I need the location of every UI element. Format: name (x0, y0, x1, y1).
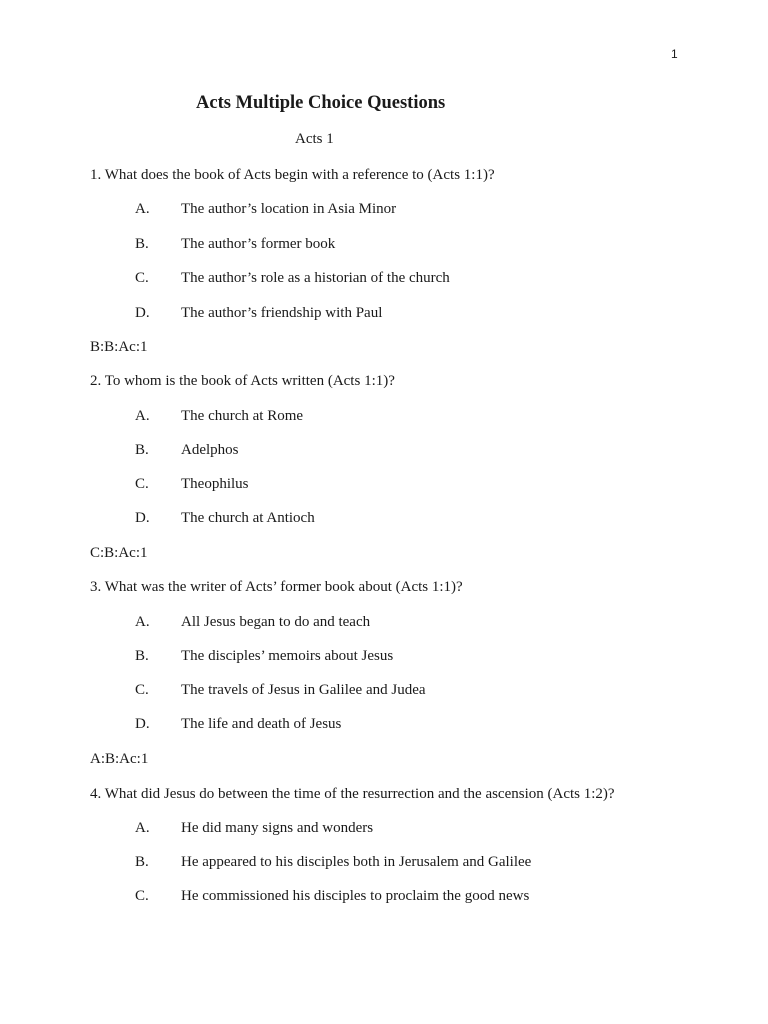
option-2c (135, 476, 249, 493)
option-2a (135, 408, 303, 425)
option-3c (135, 682, 426, 699)
option-text: He commissioned his disciples to proclaim the good news (181, 888, 530, 904)
option-1a (135, 201, 396, 218)
option-letter: C. (135, 270, 149, 286)
option-text: The disciples’ memoirs about Jesus (181, 648, 394, 664)
option-4c (135, 888, 529, 905)
answer-key-1: B:B:Ac:1 (90, 339, 148, 355)
option-text: The church at Antioch (181, 510, 315, 526)
answer-key-2: C:B:Ac:1 (90, 545, 148, 561)
option-letter: B. (135, 236, 149, 252)
option-1d (135, 305, 382, 322)
option-2b (135, 442, 239, 459)
option-text: He appeared to his disciples both in Jerusalem and Galilee (181, 854, 532, 870)
option-4b (135, 854, 531, 871)
option-letter: D. (135, 305, 150, 321)
question-4: 4. What did Jesus do between the time of the resurrection and the ascension (Acts 1:2)? (90, 786, 615, 802)
option-text: The author’s friendship with Paul (181, 305, 383, 321)
question-1: 1. What does the book of Acts begin with a reference to (Acts 1:1)? (90, 167, 495, 183)
page-title: Acts Multiple Choice Questions (196, 93, 446, 113)
option-3a (135, 614, 370, 631)
option-letter: B. (135, 854, 149, 870)
option-3b (135, 648, 393, 665)
option-letter: A. (135, 201, 150, 217)
option-text: The travels of Jesus in Galilee and Judea (181, 682, 426, 698)
question-3: 3. What was the writer of Acts’ former book about (Acts 1:1)? (90, 579, 463, 595)
option-letter: A. (135, 408, 150, 424)
option-text: He did many signs and wonders (181, 820, 374, 836)
answer-key-3: A:B:Ac:1 (90, 751, 149, 767)
question-2: 2. To whom is the book of Acts written (Acts 1:1)? (90, 373, 395, 389)
option-1c (135, 270, 450, 287)
section-heading: Acts 1 (295, 131, 334, 147)
option-text: The life and death of Jesus (181, 716, 342, 732)
option-letter: C. (135, 476, 149, 492)
option-letter: D. (135, 716, 150, 732)
option-4a (135, 820, 373, 837)
option-text: The church at Rome (181, 408, 304, 424)
option-letter: B. (135, 442, 149, 458)
option-letter: C. (135, 888, 149, 904)
option-letter: D. (135, 510, 150, 526)
option-2d (135, 510, 315, 527)
option-letter: A. (135, 614, 150, 630)
option-text: All Jesus began to do and teach (181, 614, 371, 630)
page-number: 1 (671, 47, 678, 61)
option-text: Adelphos (181, 442, 239, 458)
option-letter: C. (135, 682, 149, 698)
option-text: Theophilus (181, 476, 249, 492)
option-text: The author’s former book (181, 236, 336, 252)
option-3d (135, 716, 341, 733)
option-text: The author’s location in Asia Minor (181, 201, 397, 217)
option-1b (135, 236, 335, 253)
option-letter: B. (135, 648, 149, 664)
option-text: The author’s role as a historian of the church (181, 270, 450, 286)
option-letter: A. (135, 820, 150, 836)
